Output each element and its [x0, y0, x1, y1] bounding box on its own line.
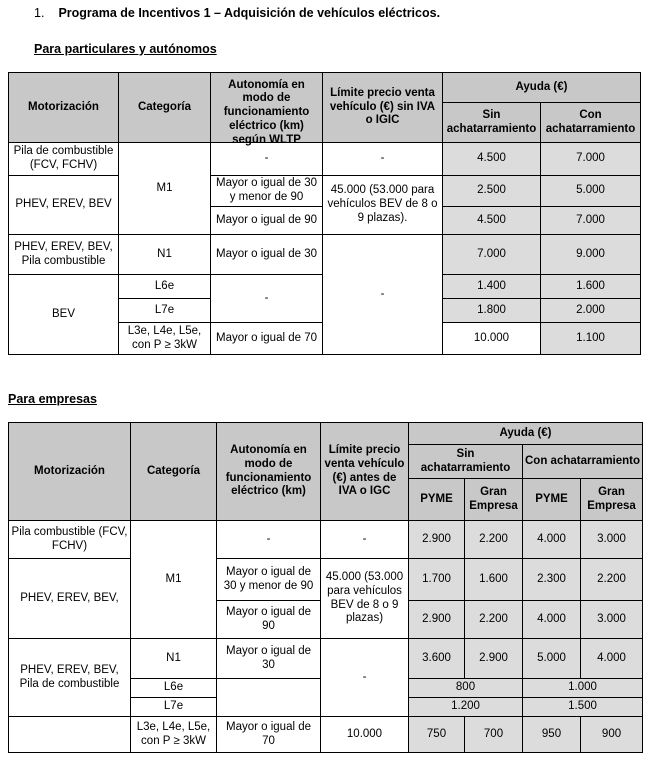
cat-l3e: L3e, L4e, L5e, con P ≥ 3kW [131, 717, 217, 753]
section1-title: Para particulares y autónomos [34, 42, 217, 56]
value-sin-gran: 700 [465, 717, 523, 753]
value-con-pyme: 4.000 [523, 521, 581, 559]
value-l6e-sin: 800 [409, 679, 523, 698]
header-sin: Sin achatarramiento [443, 103, 541, 143]
value-con-gran: 3.000 [581, 601, 643, 639]
header-motorizacion: Motorización [9, 73, 119, 143]
lim-10000: 10.000 [321, 717, 409, 753]
value-sin: 4.500 [443, 143, 541, 176]
header-autonomia: Autonomía en modo de funcionamiento eléctrico (km) [217, 423, 321, 521]
value-sin: 1.400 [443, 275, 541, 299]
value-sin-pyme: 2.900 [409, 521, 465, 559]
header-limite: Límite precio venta vehículo (€) antes de IVA o IGC [321, 423, 409, 521]
value-con: 1.600 [541, 275, 641, 299]
lim-dash: - [323, 235, 443, 355]
table-empresas [8, 422, 643, 753]
cat-m1: M1 [131, 521, 217, 639]
mot-n1: PHEV, EREV, BEV, Pila de combustible [9, 639, 131, 717]
value-sin-pyme: 3.600 [409, 639, 465, 679]
heading-title: Programa de Incentivos 1 – Adquisición de vehículos eléctricos. [58, 6, 441, 20]
value-con-gran: 900 [581, 717, 643, 753]
value-sin-gran: 1.600 [465, 559, 523, 601]
lim-45000: 45.000 (53.000 para vehículos BEV de 8 o 9 plazas). [323, 176, 443, 235]
value-l7e-sin: 1.200 [409, 698, 523, 717]
value-con: 2.000 [541, 299, 641, 323]
cat-l7e: L7e [119, 299, 211, 323]
value-con: 9.000 [541, 235, 641, 275]
table-particulares [8, 72, 641, 355]
cat-l3e: L3e, L4e, L5e, con P ≥ 3kW [119, 323, 211, 355]
value-con: 5.000 [541, 176, 641, 207]
value-l6e-con: 1.000 [523, 679, 643, 698]
mot-pila: Pila de combustible (FCV, FCHV) [9, 143, 119, 176]
header-autonomia-text: Autonomía en modo de funcionamiento eléctrico (km) según WLTP [223, 78, 310, 146]
value-con-pyme: 5.000 [523, 639, 581, 679]
cat-n1: N1 [119, 235, 211, 275]
value-sin-pyme: 2.900 [409, 601, 465, 639]
mot-bev: BEV [9, 275, 119, 355]
header-categoria: Categoría [131, 423, 217, 521]
aut-n1: Mayor o igual de 30 [217, 639, 321, 679]
value-sin-gran: 2.200 [465, 601, 523, 639]
value-sin: 1.100 [541, 323, 641, 355]
cat-l6e: L6e [131, 679, 217, 698]
lim-dash: - [321, 521, 409, 559]
heading-number: 1. [34, 6, 45, 20]
header-limite: Límite precio venta vehículo (€) sin IVA o IGIC [323, 73, 443, 143]
lim-10000: 10.000 [443, 323, 541, 355]
mot-pila: Pila combustible (FCV, FCHV) [9, 521, 131, 559]
aut-dash: - [211, 275, 323, 323]
lim-dash: - [323, 143, 443, 176]
header-con: Con achatarramiento [523, 445, 643, 479]
lim-45000: 45.000 (53.000 para vehículos BEV de 8 o 9 plazas) [321, 559, 409, 639]
header-ayuda: Ayuda (€) [443, 73, 641, 103]
aut-70: Mayor o igual de 70 [211, 323, 323, 355]
aut-90: Mayor o igual de 90 [217, 601, 321, 639]
cat-m1: M1 [119, 143, 211, 235]
value-l7e-con: 1.500 [523, 698, 643, 717]
cat-l6e: L6e [119, 275, 211, 299]
mot-phev: PHEV, EREV, BEV [9, 176, 119, 235]
aut-dash: - [217, 521, 321, 559]
header-con: Con achatarramiento [541, 103, 641, 143]
header-gran-empresa: Gran Empresa [465, 479, 523, 521]
header-categoria: Categoría [119, 73, 211, 143]
header-motorizacion: Motorización [9, 423, 131, 521]
value-sin: 7.000 [443, 235, 541, 275]
value-con: 7.000 [541, 207, 641, 235]
header-ayuda: Ayuda (€) [409, 423, 643, 445]
aut-30-90: Mayor o igual de 30 y menor de 90 [217, 559, 321, 601]
header-autonomia [211, 73, 323, 146]
value-con-pyme: 4.000 [523, 601, 581, 639]
header-gran-empresa: Gran Empresa [581, 479, 643, 521]
header-sin: Sin achatarramiento [409, 445, 523, 479]
section-heading [34, 6, 440, 20]
value-sin-pyme: 1.700 [409, 559, 465, 601]
cat-n1: N1 [131, 639, 217, 679]
value-con-gran: 3.000 [581, 521, 643, 559]
value-sin: 1.800 [443, 299, 541, 323]
header-pyme: PYME [409, 479, 465, 521]
mot-n1: PHEV, EREV, BEV, Pila combustible [9, 235, 119, 275]
value-con: 7.000 [541, 143, 641, 176]
aut-dash: - [211, 143, 323, 176]
aut-n1: Mayor o igual de 30 [211, 235, 323, 275]
value-sin-gran: 2.900 [465, 639, 523, 679]
header-pyme: PYME [523, 479, 581, 521]
value-sin: 2.500 [443, 176, 541, 207]
aut-30-90: Mayor o igual de 30 y menor de 90 [211, 176, 323, 207]
lim-dash: - [321, 639, 409, 717]
cat-l7e: L7e [131, 698, 217, 717]
value-con-pyme: 950 [523, 717, 581, 753]
value-sin-pyme: 750 [409, 717, 465, 753]
value-con-gran: 4.000 [581, 639, 643, 679]
aut-blank [217, 679, 321, 717]
value-sin-gran: 2.200 [465, 521, 523, 559]
value-con-gran: 2.200 [581, 559, 643, 601]
value-sin: 4.500 [443, 207, 541, 235]
mot-phev: PHEV, EREV, BEV, [9, 559, 131, 639]
mot-blank [9, 717, 131, 753]
section2-title: Para empresas [8, 392, 97, 406]
aut-90: Mayor o igual de 90 [211, 207, 323, 235]
value-con-pyme: 2.300 [523, 559, 581, 601]
aut-70: Mayor o igual de 70 [217, 717, 321, 753]
